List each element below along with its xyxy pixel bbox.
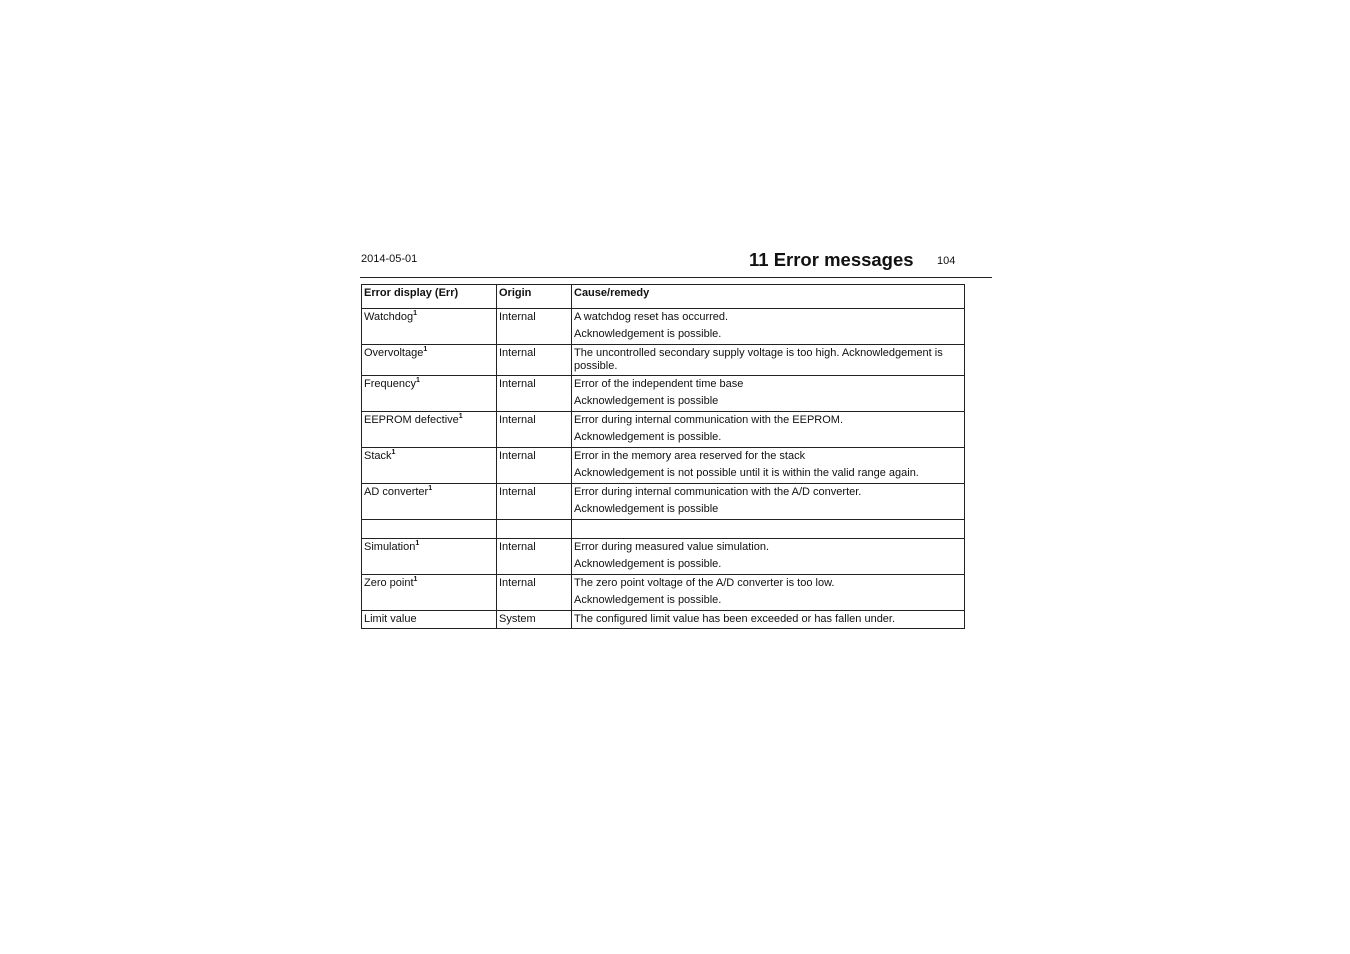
cause-remedy-cell: Acknowledgement is not possible until it is within the valid range again.: [572, 465, 965, 484]
origin-cell: Internal: [497, 412, 572, 448]
table-row: [362, 611, 965, 629]
table-row: [362, 575, 965, 593]
error-display-text: Frequency: [364, 378, 416, 390]
error-display-cell: [362, 376, 497, 412]
origin-cell: System: [497, 611, 572, 629]
footnote-marker: 1: [413, 576, 418, 583]
cause-remedy-cell: Acknowledgement is possible.: [572, 326, 965, 345]
cause-remedy-cell: Error during measured value simulation.: [572, 539, 965, 557]
header-divider: [360, 277, 992, 278]
origin-cell: Internal: [497, 376, 572, 412]
error-display-text: Limit value: [364, 613, 417, 625]
cause-remedy-cell: Acknowledgement is possible.: [572, 592, 965, 611]
cause-remedy-cell: The configured limit value has been exceeded or has fallen under.: [572, 611, 965, 629]
error-display-cell: [362, 575, 497, 611]
origin-cell: Internal: [497, 484, 572, 520]
error-messages-table: [361, 284, 965, 629]
cause-remedy-cell: [572, 520, 965, 539]
origin-cell: Internal: [497, 309, 572, 345]
column-header-origin: Origin: [497, 285, 572, 309]
error-display-cell: [362, 484, 497, 520]
error-display-cell: [362, 539, 497, 575]
footnote-marker: 1: [458, 413, 463, 420]
document-date: 2014-05-01: [361, 253, 418, 265]
table-row: [362, 520, 965, 539]
error-display-cell: [362, 309, 497, 345]
cause-remedy-cell: Acknowledgement is possible.: [572, 429, 965, 448]
error-display-cell: [362, 520, 497, 539]
error-display-text: Watchdog: [364, 311, 414, 323]
cause-remedy-cell: The uncontrolled secondary supply voltage is too high. Acknowledgement is possible.: [572, 345, 965, 376]
cause-remedy-cell: Acknowledgement is possible.: [572, 556, 965, 575]
column-header-error-display: Error display (Err): [362, 285, 497, 309]
error-display-cell: [362, 345, 497, 376]
cause-remedy-cell: Error of the independent time base: [572, 376, 965, 394]
error-display-text: Zero point: [364, 577, 414, 589]
error-display-cell: [362, 448, 497, 484]
cause-remedy-cell: Acknowledgement is possible: [572, 501, 965, 520]
footnote-marker: 1: [428, 485, 433, 492]
table-row: [362, 345, 965, 376]
origin-cell: Internal: [497, 448, 572, 484]
column-header-cause-remedy: Cause/remedy: [572, 285, 965, 309]
origin-cell: Internal: [497, 575, 572, 611]
cause-remedy-cell: Error during internal communication with the EEPROM.: [572, 412, 965, 430]
error-display-cell: [362, 412, 497, 448]
footnote-marker: 1: [391, 449, 396, 456]
error-display-text: Simulation: [364, 541, 416, 553]
cause-remedy-cell: Acknowledgement is possible: [572, 393, 965, 412]
cause-remedy-cell: The zero point voltage of the A/D converter is too low.: [572, 575, 965, 593]
origin-cell: Internal: [497, 539, 572, 575]
footnote-marker: 1: [415, 540, 420, 547]
table-row: [362, 309, 965, 327]
table-body: [362, 309, 965, 629]
footnote-marker: 1: [423, 346, 428, 353]
footnote-marker: 1: [415, 377, 420, 384]
table-row: [362, 412, 965, 430]
error-display-text: EEPROM defective: [364, 414, 459, 426]
table-row: [362, 448, 965, 466]
cause-remedy-cell: Error during internal communication with the A/D converter.: [572, 484, 965, 502]
origin-cell: Internal: [497, 345, 572, 376]
error-display-text: Stack: [364, 450, 392, 462]
table-row: [362, 539, 965, 557]
origin-cell: [497, 520, 572, 539]
table-header-row: [362, 285, 965, 309]
page-title: 11 Error messages: [749, 249, 914, 270]
table-row: [362, 376, 965, 394]
error-display-text: Overvoltage: [364, 347, 424, 359]
cause-remedy-cell: Error in the memory area reserved for the stack: [572, 448, 965, 466]
cause-remedy-cell: A watchdog reset has occurred.: [572, 309, 965, 327]
footnote-marker: 1: [413, 310, 418, 317]
error-display-cell: [362, 611, 497, 629]
error-display-text: AD converter: [364, 486, 429, 498]
table-row: [362, 484, 965, 502]
page-number: 104: [937, 255, 956, 267]
